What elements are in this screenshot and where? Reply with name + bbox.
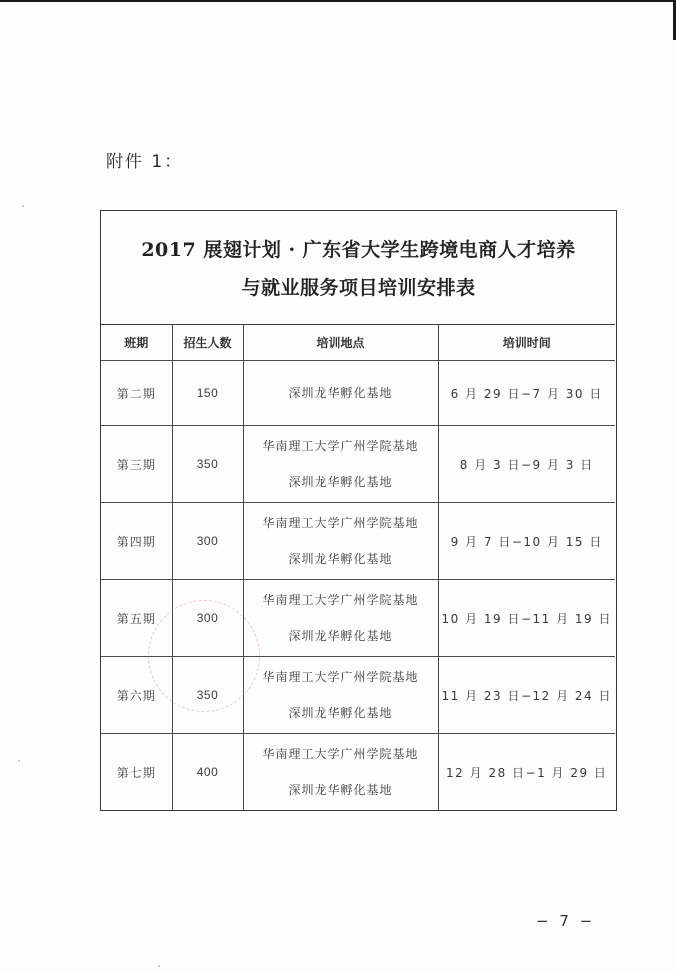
cell-location — [243, 426, 438, 503]
location-line: 华南理工大学广州学院基地 — [262, 670, 419, 684]
location-line: 深圳龙华孵化基地 — [288, 629, 393, 643]
cell-term: 第三期 — [101, 426, 172, 503]
table-title-line-1: 2017 展翅计划 · 广东省大学生跨境电商人才培养 — [141, 239, 576, 261]
location-line: 华南理工大学广州学院基地 — [262, 516, 419, 530]
table-row — [101, 580, 615, 657]
cell-term: 第六期 — [101, 657, 172, 734]
cell-period: 6 月 29 日−7 月 30 日 — [438, 361, 615, 426]
location-line: 深圳龙华孵化基地 — [288, 706, 393, 720]
header-term: 班期 — [101, 325, 172, 361]
cell-period: 11 月 23 日−12 月 24 日 — [438, 657, 615, 734]
cell-period: 9 月 7 日−10 月 15 日 — [438, 503, 615, 580]
location-line: 深圳龙华孵化基地 — [288, 386, 393, 400]
scan-speck — [22, 205, 24, 207]
table-title — [101, 211, 616, 324]
cell-location — [243, 580, 438, 657]
cell-period: 8 月 3 日−9 月 3 日 — [438, 426, 615, 503]
table-row — [101, 734, 615, 811]
cell-term: 第二期 — [101, 361, 172, 426]
schedule-table — [101, 324, 615, 810]
cell-location — [243, 734, 438, 811]
page-number: − 7 − — [536, 912, 596, 930]
cell-location — [243, 361, 438, 426]
table-row — [101, 361, 615, 426]
header-time: 培训时间 — [438, 325, 615, 361]
scan-speck — [18, 760, 20, 762]
location-line: 深圳龙华孵化基地 — [288, 475, 393, 489]
cell-enrollment: 300 — [172, 580, 243, 657]
cell-enrollment: 150 — [172, 361, 243, 426]
table-header-row — [101, 325, 615, 361]
cell-term: 第七期 — [101, 734, 172, 811]
cell-location — [243, 503, 438, 580]
cell-period: 12 月 28 日−1 月 29 日 — [438, 734, 615, 811]
schedule-table-frame — [100, 210, 617, 811]
cell-term: 第四期 — [101, 503, 172, 580]
table-row — [101, 657, 615, 734]
table-row — [101, 503, 615, 580]
location-line: 华南理工大学广州学院基地 — [262, 439, 419, 453]
cell-term: 第五期 — [101, 580, 172, 657]
cell-enrollment: 400 — [172, 734, 243, 811]
table-title-line-2: 与就业服务项目培训安排表 — [241, 277, 476, 299]
scan-speck — [158, 965, 160, 967]
header-location: 培训地点 — [243, 325, 438, 361]
location-line: 华南理工大学广州学院基地 — [262, 747, 419, 761]
cell-enrollment: 300 — [172, 503, 243, 580]
scan-top-edge — [0, 0, 676, 2]
cell-location — [243, 657, 438, 734]
location-line: 深圳龙华孵化基地 — [288, 552, 393, 566]
header-enrollment: 招生人数 — [172, 325, 243, 361]
location-line: 华南理工大学广州学院基地 — [262, 593, 419, 607]
location-line: 深圳龙华孵化基地 — [288, 783, 393, 797]
table-row — [101, 426, 615, 503]
cell-enrollment: 350 — [172, 426, 243, 503]
cell-enrollment: 350 — [172, 657, 243, 734]
cell-period: 10 月 19 日−11 月 19 日 — [438, 580, 615, 657]
attachment-label: 附件 1： — [106, 152, 184, 172]
